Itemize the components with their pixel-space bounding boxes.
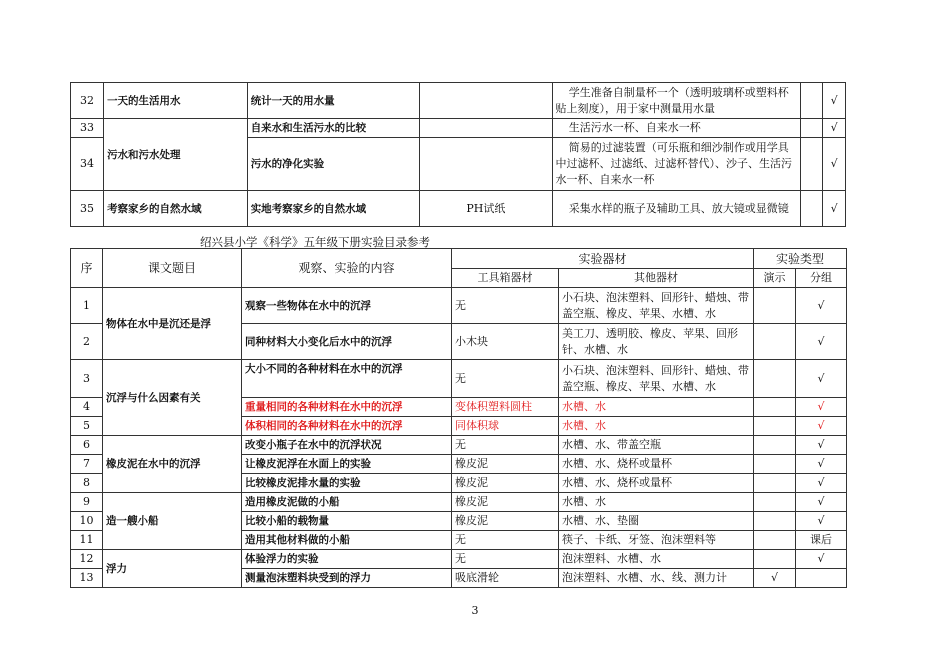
toolbox-equipment: 无 (452, 550, 559, 569)
demo-mark (754, 288, 796, 324)
experiment-content: 实地考察家乡的自然水域 (247, 191, 420, 227)
previous-experiment-table (70, 82, 846, 227)
other-equipment: 水槽、水、垫圈 (559, 512, 754, 531)
other-equipment: 水槽、水 (559, 398, 754, 417)
group-mark: √ (823, 191, 846, 227)
group-mark: √ (796, 398, 847, 417)
row-number: 34 (71, 138, 104, 191)
experiment-content: 测量泡沫塑料块受到的浮力 (242, 569, 452, 588)
demo-mark (754, 455, 796, 474)
lesson-title: 橡皮泥在水中的沉浮 (103, 436, 242, 493)
other-equipment: 水槽、水 (559, 417, 754, 436)
experiment-content: 改变小瓶子在水中的沉浮状况 (242, 436, 452, 455)
demo-mark (754, 474, 796, 493)
row-number: 7 (71, 455, 103, 474)
row-number: 9 (71, 493, 103, 512)
other-equipment: 简易的过滤装置（可乐瓶和细沙制作或用学具中过滤杯、过滤纸、过滤杯替代）、沙子、生活污水一杯、自来水一杯 (552, 138, 800, 191)
header-toolbox: 工具箱器材 (452, 269, 559, 288)
lesson-title: 沉浮与什么因素有关 (103, 360, 242, 436)
row-number: 12 (71, 550, 103, 569)
demo-mark (754, 360, 796, 398)
demo-mark (754, 531, 796, 550)
table-row (71, 119, 846, 138)
experiment-content: 比较小船的载物量 (242, 512, 452, 531)
group-mark: √ (796, 360, 847, 398)
header-other: 其他器材 (559, 269, 754, 288)
lesson-title: 考察家乡的自然水域 (104, 191, 248, 227)
toolbox-equipment: 无 (452, 360, 559, 398)
experiment-content: 污水的净化实验 (247, 138, 420, 191)
demo-mark (754, 324, 796, 360)
row-number: 2 (71, 324, 103, 360)
other-equipment: 水槽、水、烧杯或量杯 (559, 474, 754, 493)
row-number: 11 (71, 531, 103, 550)
group-mark (796, 569, 847, 588)
group-mark: √ (823, 138, 846, 191)
row-number: 33 (71, 119, 104, 138)
other-equipment: 泡沫塑料、水槽、水、线、测力计 (559, 569, 754, 588)
demo-mark (754, 493, 796, 512)
group-mark: √ (796, 512, 847, 531)
header-equipment: 实验器材 (452, 249, 754, 269)
other-equipment: 泡沫塑料、水槽、水 (559, 550, 754, 569)
group-mark: √ (796, 550, 847, 569)
page-number: 3 (471, 604, 479, 617)
toolbox-equipment: 橡皮泥 (452, 474, 559, 493)
demo-mark: √ (754, 569, 796, 588)
experiment-content: 自来水和生活污水的比较 (247, 119, 420, 138)
header-group: 分组 (796, 269, 847, 288)
table-row (71, 191, 846, 227)
experiment-content: 造用橡皮泥做的小船 (242, 493, 452, 512)
lesson-title: 物体在水中是沉还是浮 (103, 288, 242, 360)
other-equipment: 学生准备自制量杯一个（透明玻璃杯或塑料杯贴上刻度），用于家中测量用水量 (552, 83, 800, 119)
row-number: 4 (71, 398, 103, 417)
row-number: 8 (71, 474, 103, 493)
other-equipment: 小石块、泡沫塑料、回形针、蜡烛、带盖空瓶、橡皮、苹果、水槽、水 (559, 360, 754, 398)
experiment-content: 体积相同的各种材料在水中的沉浮 (242, 417, 452, 436)
toolbox-equipment: 无 (452, 436, 559, 455)
toolbox-equipment: 橡皮泥 (452, 512, 559, 531)
row-number: 35 (71, 191, 104, 227)
lesson-title: 造一艘小船 (103, 493, 242, 550)
group-mark: 课后 (796, 531, 847, 550)
other-equipment: 筷子、卡纸、牙签、泡沫塑料等 (559, 531, 754, 550)
toolbox-equipment: 吸底滑轮 (452, 569, 559, 588)
group-mark: √ (796, 436, 847, 455)
lesson-title: 污水和污水处理 (104, 119, 248, 191)
experiment-content: 统计一天的用水量 (247, 83, 420, 119)
group-mark: √ (796, 493, 847, 512)
toolbox-equipment: 变体积塑料圆柱 (452, 398, 559, 417)
header-row (71, 249, 847, 269)
lesson-title: 浮力 (103, 550, 242, 588)
group-mark: √ (796, 474, 847, 493)
header-demo: 演示 (754, 269, 796, 288)
toolbox-equipment (420, 119, 552, 138)
row-number: 6 (71, 436, 103, 455)
row-number: 3 (71, 360, 103, 398)
header-type: 实验类型 (754, 249, 847, 269)
other-equipment: 小石块、泡沫塑料、回形针、蜡烛、带盖空瓶、橡皮、苹果、水槽、水 (559, 288, 754, 324)
toolbox-equipment: PH试纸 (420, 191, 552, 227)
toolbox-equipment (420, 83, 552, 119)
demo-mark (754, 436, 796, 455)
group-mark: √ (823, 119, 846, 138)
toolbox-equipment: 无 (452, 531, 559, 550)
toolbox-equipment: 橡皮泥 (452, 455, 559, 474)
demo-mark (800, 138, 823, 191)
experiment-content: 同种材料大小变化后水中的沉浮 (242, 324, 452, 360)
experiment-content: 大小不同的各种材料在水中的沉浮 (242, 360, 452, 398)
toolbox-equipment: 同体积球 (452, 417, 559, 436)
demo-mark (754, 550, 796, 569)
header-no: 序 (71, 249, 103, 288)
experiment-content: 让橡皮泥浮在水面上的实验 (242, 455, 452, 474)
experiment-content: 体验浮力的实验 (242, 550, 452, 569)
other-equipment: 水槽、水 (559, 493, 754, 512)
header-topic: 课文题目 (103, 249, 242, 288)
demo-mark (800, 83, 823, 119)
row-number: 10 (71, 512, 103, 531)
other-equipment: 水槽、水、带盖空瓶 (559, 436, 754, 455)
demo-mark (800, 119, 823, 138)
demo-mark (800, 191, 823, 227)
other-equipment: 采集水样的瓶子及辅助工具、放大镜或显微镜 (552, 191, 800, 227)
table-row (71, 493, 847, 512)
demo-mark (754, 417, 796, 436)
table-row (71, 288, 847, 324)
toolbox-equipment: 橡皮泥 (452, 493, 559, 512)
group-mark: √ (796, 324, 847, 360)
other-equipment: 水槽、水、烧杯或量杯 (559, 455, 754, 474)
table-row (71, 436, 847, 455)
row-number: 32 (71, 83, 104, 119)
header-content: 观察、实验的内容 (242, 249, 452, 288)
group-mark: √ (823, 83, 846, 119)
other-equipment: 生活污水一杯、自来水一杯 (552, 119, 800, 138)
toolbox-equipment: 小木块 (452, 324, 559, 360)
row-number: 13 (71, 569, 103, 588)
demo-mark (754, 398, 796, 417)
group-mark: √ (796, 417, 847, 436)
other-equipment: 美工刀、透明胶、橡皮、苹果、回形针、水槽、水 (559, 324, 754, 360)
demo-mark (754, 512, 796, 531)
group-mark: √ (796, 455, 847, 474)
row-number: 5 (71, 417, 103, 436)
lesson-title: 一天的生活用水 (104, 83, 248, 119)
experiment-catalog-table (70, 248, 847, 588)
toolbox-equipment: 无 (452, 288, 559, 324)
table-row (71, 360, 847, 398)
table-row (71, 550, 847, 569)
table-row (71, 83, 846, 119)
experiment-content: 造用其他材料做的小船 (242, 531, 452, 550)
row-number: 1 (71, 288, 103, 324)
experiment-content: 观察一些物体在水中的沉浮 (242, 288, 452, 324)
group-mark: √ (796, 288, 847, 324)
experiment-content: 比较橡皮泥排水量的实验 (242, 474, 452, 493)
table-caption: 绍兴县小学《科学》五年级下册实验目录参考 (200, 235, 430, 249)
experiment-content: 重量相同的各种材料在水中的沉浮 (242, 398, 452, 417)
toolbox-equipment (420, 138, 552, 191)
